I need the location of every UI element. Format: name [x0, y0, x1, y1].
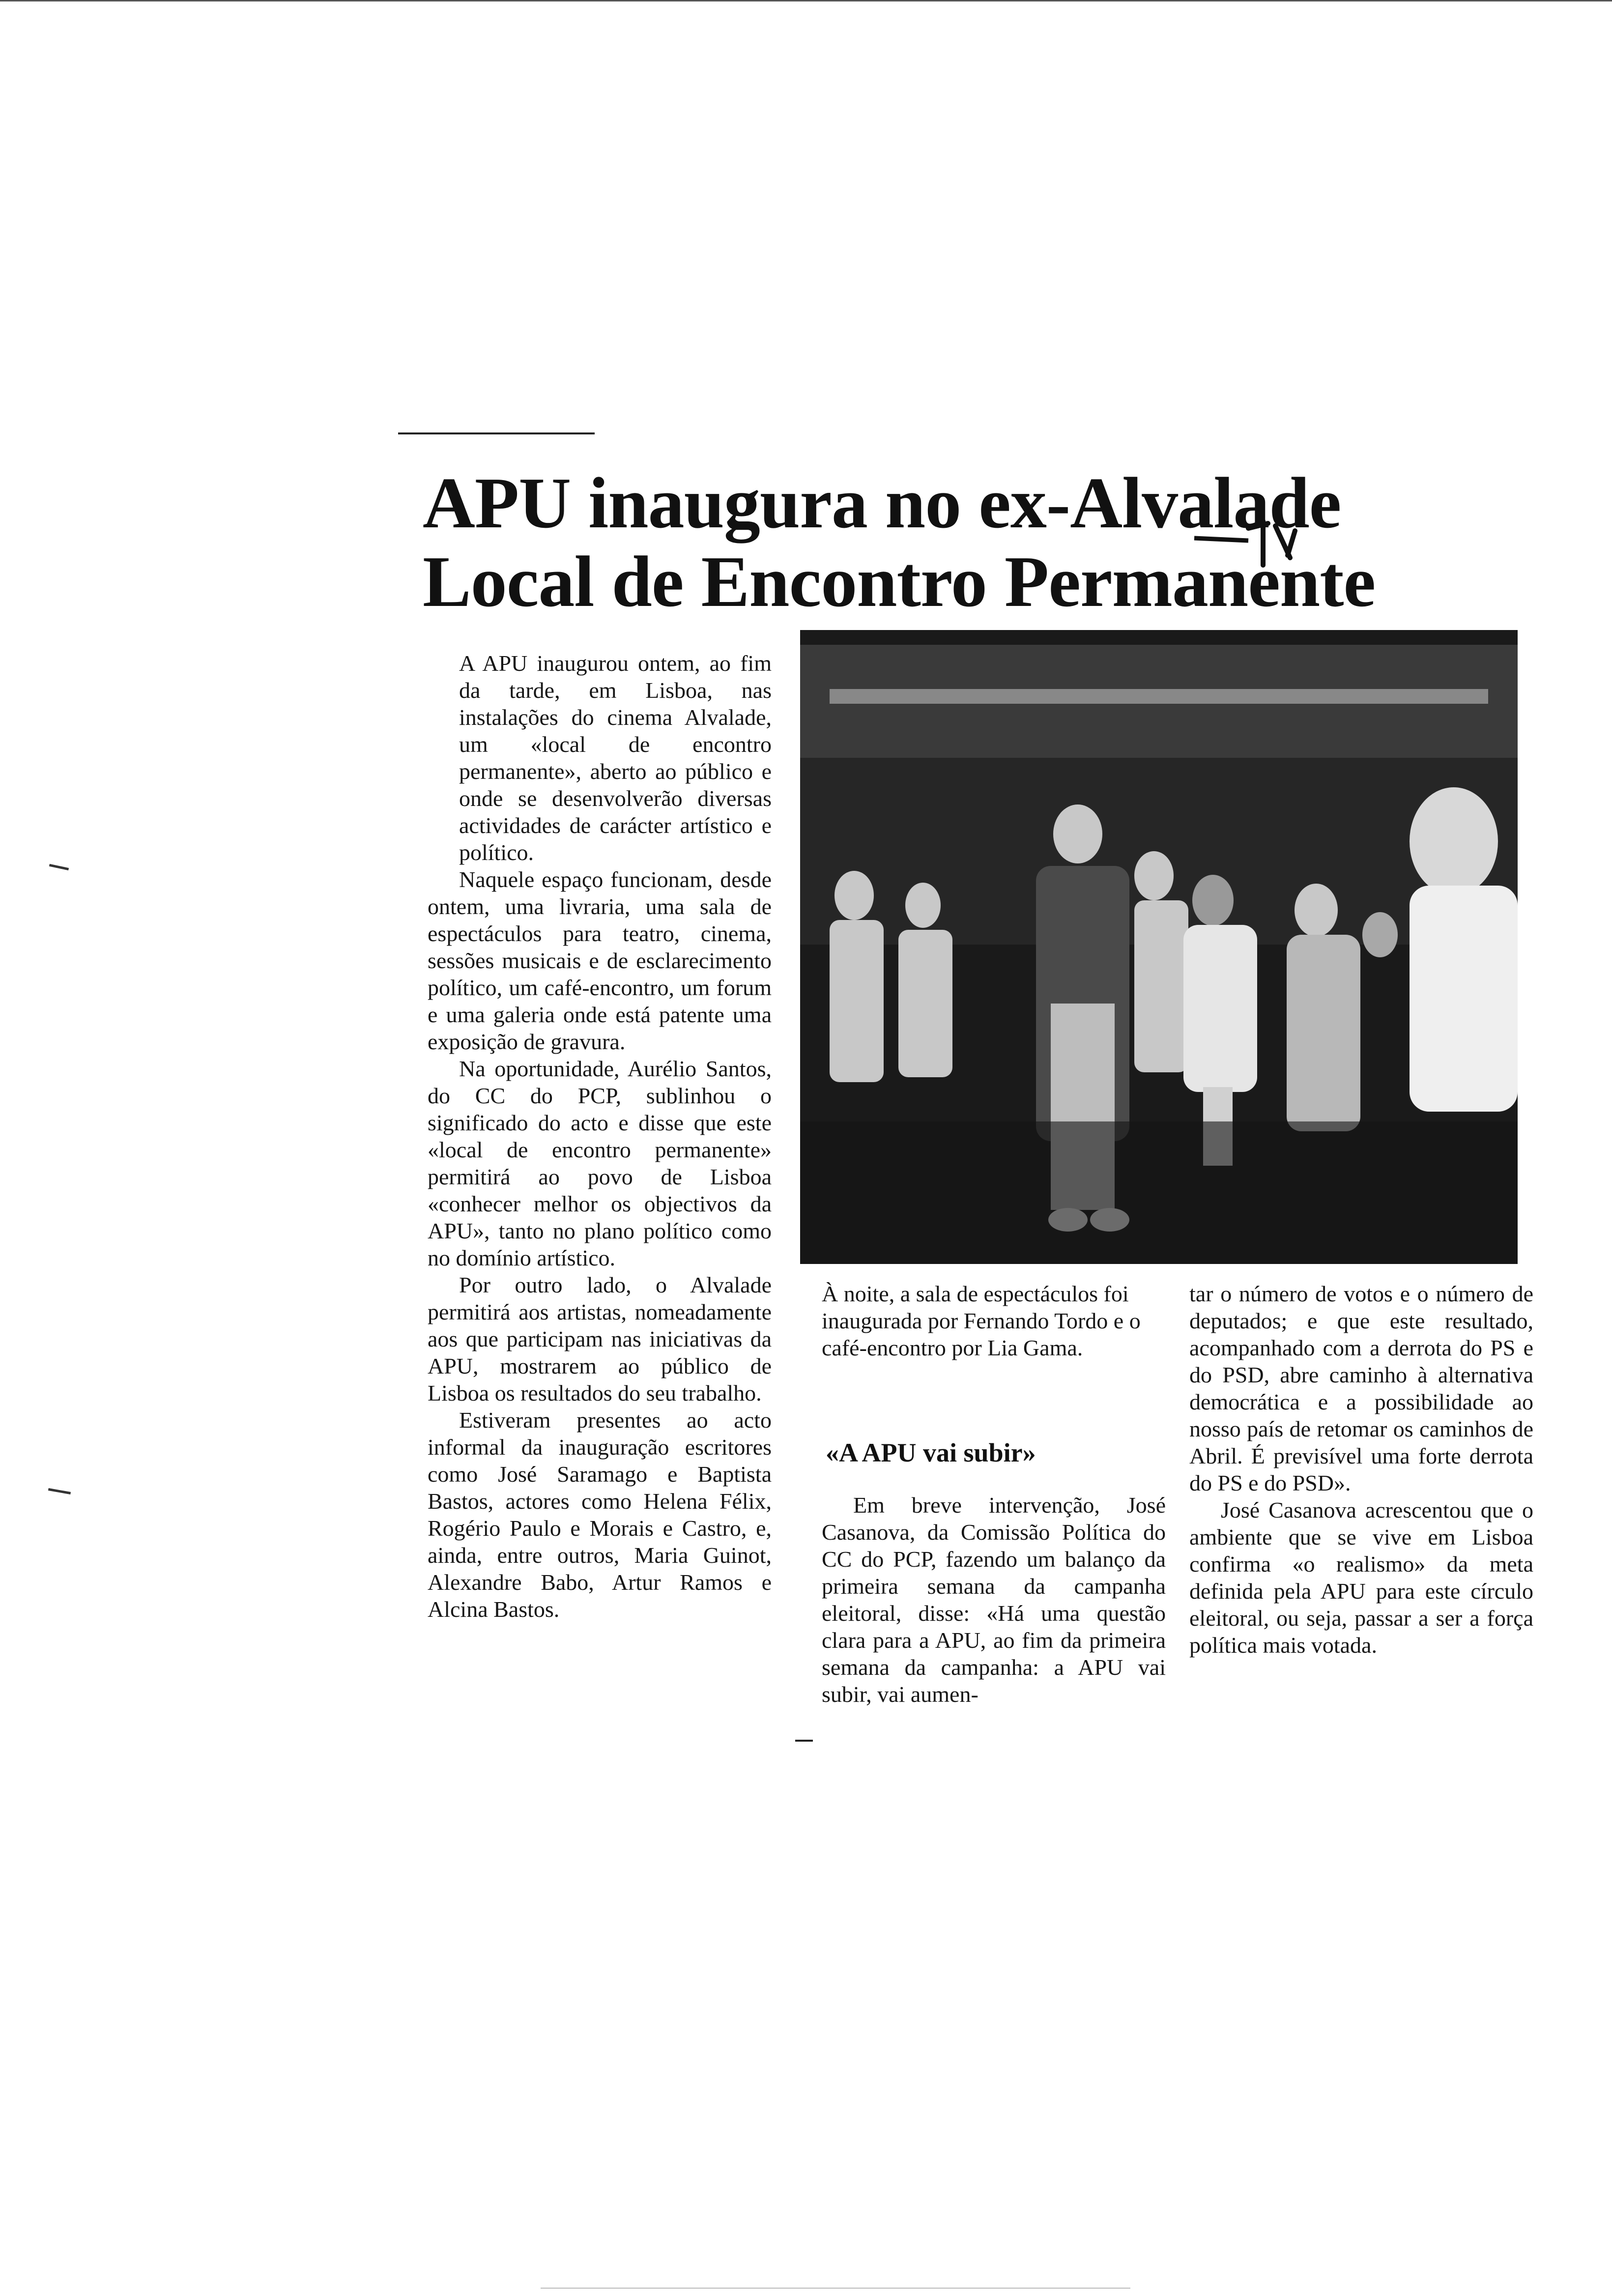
paragraph: Estiveram presentes ao acto informal da inauguração escritores como José Saramago e Baptista Bastos, actores como Helena Félix, Rogério Paulo e Morais e Castro, e, ainda, entre outros, Maria Guinot, Alexandre Babo, Artur Ramos e Alcina Bastos. [428, 1407, 772, 1622]
article-column-3 [1189, 1280, 1533, 1659]
paragraph: Na oportunidade, Aurélio Santos, do CC do PCP, sublinhou o significado do acto e disse que este «local de encontro permanente» permitirá ao povo de Lisboa «conhecer melhor os objectivos da APU», tanto no plano político como no domínio artístico. [428, 1056, 772, 1270]
headline-line-2: Local de Encontro Permanente [423, 542, 1376, 622]
paragraph: Em breve intervenção, José Casanova, da Comissão Política do CC do PCP, fazendo um balanço da primeira semana da campanha eleitoral, disse: «Há uma questão clara para a APU, ao fim da primeira semana da campanha: a APU vai subir, vai aumen- [822, 1492, 1166, 1707]
binder-hole-mark-top [49, 864, 69, 870]
article-column-1 [428, 650, 772, 1623]
paragraph: Naquele espaço funcionam, desde ontem, uma livraria, uma sala de espectáculos para teatro, cinema, sessões musicais e de esclarecimento político, um café-encontro, um forum e uma galeria onde está patente uma exposição de gravura. [428, 867, 772, 1054]
event-photo [800, 630, 1518, 1264]
paragraph: A APU inaugurou ontem, ao fim da tarde, em Lisboa, nas instalações do cinema Alvalade, um «local de encontro permanente», aberto ao público e onde se desenvolverão diversas actividades de carácter artístico e político. [459, 651, 772, 865]
handwritten-annotation [1189, 511, 1317, 570]
bottom-scan-edge [541, 2288, 1130, 2289]
end-dash [795, 1740, 813, 1742]
photo-caption: À noite, a sala de espectáculos foi inaugurada por Fernando Tordo e o café-encontro por Lia Gama. [822, 1281, 1141, 1360]
paragraph: tar o número de votos e o número de deputados; e que este resultado, acompanhado com a derrota do PS e do PSD, abre caminho à alternativa democrática e a possibilidade ao nosso país de retomar os caminhos de Abril. É previsível uma forte derrota do PS e do PSD». [1189, 1281, 1533, 1495]
photo-illustration [800, 630, 1518, 1264]
binder-hole-mark-bottom [48, 1488, 71, 1494]
paragraph: Por outro lado, o Alvalade permitirá aos artistas, nomeadamente aos que participam nas iniciativas da APU, mostrarem ao público de Lisboa os resultados do seu trabalho. [428, 1272, 772, 1406]
paragraph: José Casanova acrescentou que o ambiente que se vive em Lisboa confirma «o realismo» da meta definida pela APU para este círculo eleitoral, ou seja, passar a ser a força política mais votada. [1189, 1497, 1533, 1658]
headline-line-1: APU inaugura no ex-Alvalade [423, 463, 1341, 544]
section-subheading: «A APU vai subir» [826, 1438, 1036, 1467]
article-column-2 [822, 1492, 1166, 1708]
top-scan-edge [0, 0, 1612, 1]
headline-rule [398, 432, 595, 434]
